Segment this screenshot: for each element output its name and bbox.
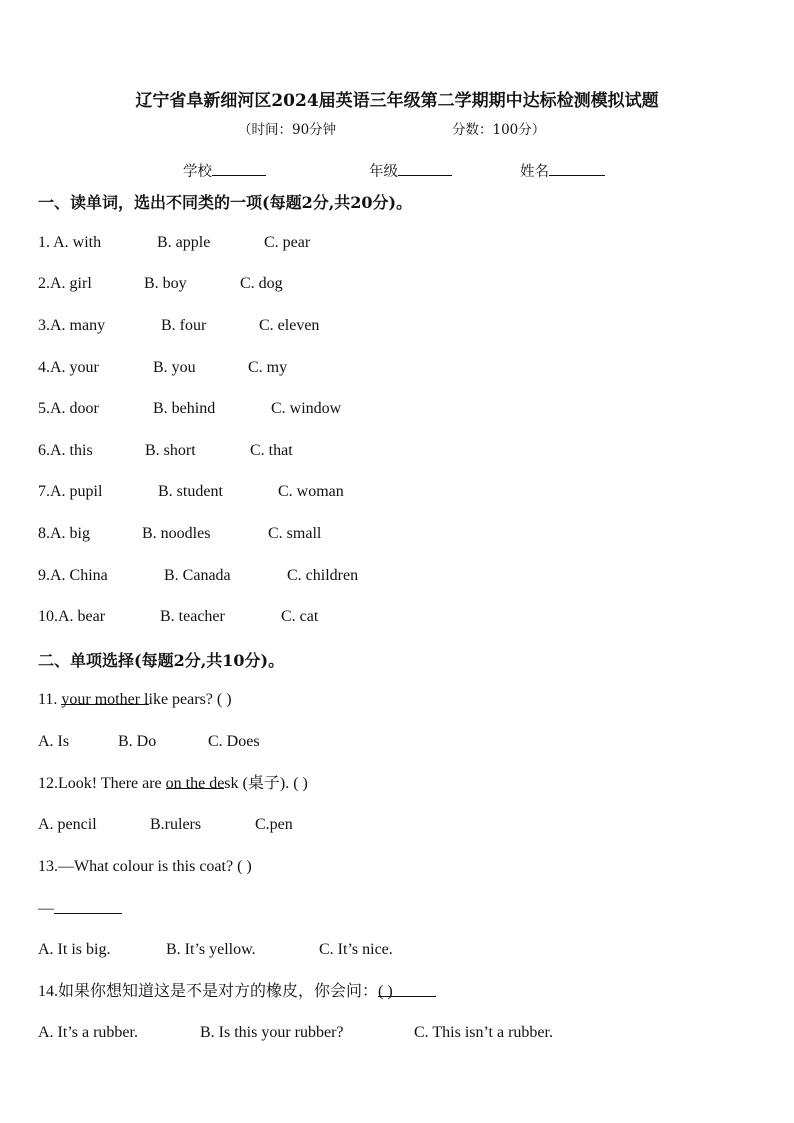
option-c: C.pen	[255, 816, 293, 833]
page-title: 辽宁省阜新细河区2024届英语三年级第二学期期中达标检测模拟试题	[135, 91, 659, 111]
option-c: C. woman	[278, 483, 344, 500]
option-c: C. dog	[240, 275, 283, 292]
grade-field	[369, 160, 452, 181]
stem-suffix: on the desk (桌子). ( )	[165, 775, 308, 792]
name-field	[520, 160, 605, 181]
school-label: 学校	[183, 164, 212, 180]
option-a: 6.A. this	[38, 442, 93, 459]
stem-prefix: 14.如果你想知道这是不是对方的橡皮，你会问：	[38, 983, 379, 1000]
option-a: A. It is big.	[38, 941, 111, 958]
stem-suffix: your mother like pears? ( )	[61, 691, 232, 708]
option-b: B. It’s yellow.	[166, 941, 256, 958]
stem-prefix: 12.Look! There are	[38, 775, 166, 792]
option-b: B. Do	[118, 733, 157, 750]
option-a: 1. A. with	[38, 234, 102, 251]
option-c: C. my	[248, 359, 288, 376]
section-2-heading: 二、单项选择(每题2分,共10分)。	[38, 651, 285, 670]
grade-blank	[398, 161, 452, 176]
answer-blank	[378, 982, 436, 997]
option-a: 7.A. pupil	[38, 483, 103, 500]
name-label: 姓名	[520, 164, 549, 180]
exam-time: （时间：90分钟	[238, 122, 337, 138]
option-a: 8.A. big	[38, 525, 90, 542]
name-blank	[549, 161, 605, 176]
option-b: B. Is this your rubber?	[200, 1024, 344, 1041]
answer-blank	[166, 774, 224, 789]
answer-dash	[38, 899, 54, 919]
option-b: B. apple	[157, 234, 211, 251]
answer-blank	[54, 899, 122, 914]
option-a: 3.A. many	[38, 317, 106, 334]
question-stem	[38, 774, 308, 794]
option-c: C. that	[250, 442, 293, 459]
option-b: B. teacher	[160, 608, 225, 625]
option-a: A. It’s a rubber.	[38, 1024, 138, 1041]
school-blank	[212, 161, 266, 176]
option-a: 2.A. girl	[38, 275, 92, 292]
stem-suffix: ( )	[378, 983, 393, 1000]
grade-label: 年级	[369, 164, 398, 180]
option-b: B. short	[145, 442, 196, 459]
section-1-heading: 一、读单词，选出不同类的一项(每题2分,共20分)。	[38, 193, 413, 212]
option-b: B. Canada	[164, 567, 231, 584]
option-a: A. pencil	[38, 816, 97, 833]
option-b: B.rulers	[150, 816, 202, 833]
option-c: C. It’s nice.	[319, 941, 393, 958]
option-b: B. you	[153, 359, 196, 376]
option-c: C. cat	[281, 608, 319, 625]
option-b: B. behind	[153, 400, 216, 417]
option-a: A. Is	[38, 733, 70, 750]
option-a: 10.A. bear	[38, 608, 106, 625]
question-stem	[38, 982, 393, 1002]
option-b: B. four	[161, 317, 207, 334]
option-c: C. Does	[208, 733, 260, 750]
option-c: C. small	[268, 525, 322, 542]
option-a: 5.A. door	[38, 400, 99, 417]
option-b: B. student	[158, 483, 223, 500]
option-c: C. eleven	[259, 317, 320, 334]
option-b: B. boy	[144, 275, 187, 292]
dash: —	[38, 900, 54, 917]
stem-prefix: 11.	[38, 691, 62, 708]
question-stem: 13.—What colour is this coat? ( )	[38, 858, 252, 875]
option-a: 9.A. China	[38, 567, 108, 584]
exam-score: 分数：100分）	[452, 122, 546, 138]
option-c: C. This isn’t a rubber.	[414, 1024, 553, 1041]
question-stem	[38, 690, 232, 710]
answer-blank	[61, 690, 149, 705]
option-a: 4.A. your	[38, 359, 99, 376]
option-c: C. children	[287, 567, 359, 584]
option-b: B. noodles	[142, 525, 211, 542]
school-field	[183, 160, 266, 181]
option-c: C. window	[271, 400, 342, 417]
option-c: C. pear	[264, 234, 311, 251]
